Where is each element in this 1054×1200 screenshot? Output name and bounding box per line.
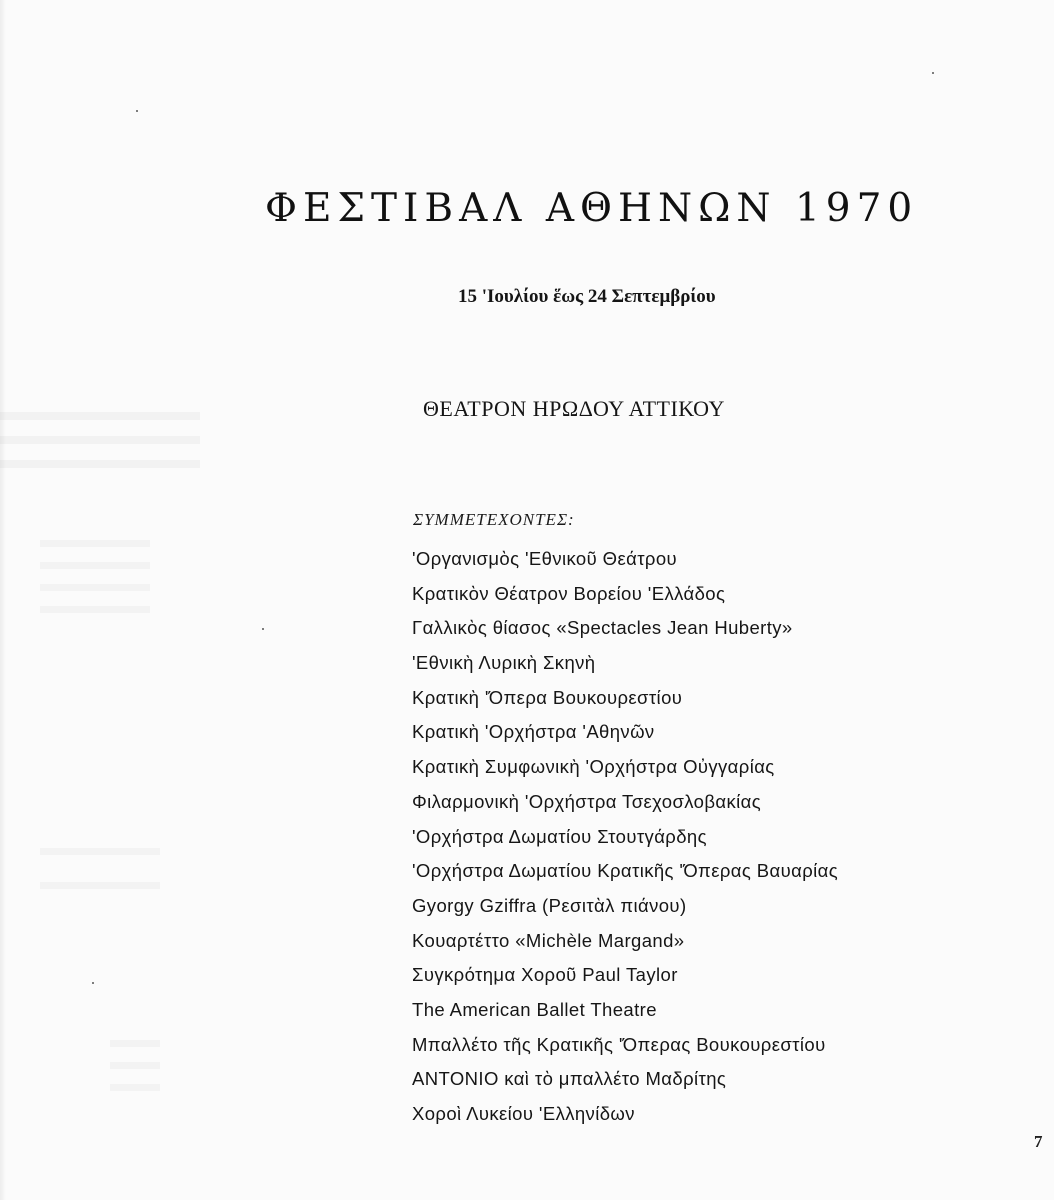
- participant-item: Κρατικὸν Θέατρον Βορείου 'Ελλάδος: [412, 582, 726, 604]
- participants-heading: ΣΥΜΜΕΤΕΧΟΝΤΕΣ:: [413, 510, 575, 529]
- paper-speck: [262, 628, 264, 630]
- participant-item: 'Εθνικὴ Λυρικὴ Σκηνὴ: [412, 652, 596, 674]
- participant-item: 'Οργανισμὸς 'Εθνικοῦ Θεάτρου: [412, 548, 678, 569]
- participant-item: Κρατικὴ Συμφωνικὴ 'Ορχήστρα Οὐγγαρίας: [412, 756, 775, 778]
- participant-item: Φιλαρμονικὴ 'Ορχήστρα Τσεχοσλοβακίας: [412, 790, 762, 812]
- page-number: 7: [1034, 1132, 1043, 1151]
- paper-speck: [136, 110, 138, 112]
- participant-item: Γαλλικὸς θίασος «Spectacles Jean Huberty»: [412, 617, 793, 639]
- participants-list: [412, 542, 838, 1132]
- bleed-through-lines: [40, 540, 150, 620]
- participant-item: Μπαλλέτο τῆς Κρατικῆς 'Όπερας Βουκουρεστίου: [412, 1033, 826, 1055]
- venue-heading: ΘΕΑΤΡΟΝ ΗΡΩΔΟΥ ΑΤΤΙΚΟΥ: [423, 396, 725, 421]
- page-title: ΦΕΣΤΙΒΑΛ ΑΘΗΝΩΝ 1970: [265, 186, 919, 231]
- paper-speck: [92, 982, 94, 984]
- paper-speck: [932, 72, 934, 74]
- participant-item: Κρατικὴ 'Όπερα Βουκουρεστίου: [412, 686, 683, 708]
- participant-item: Κρατικὴ 'Ορχήστρα 'Αθηνῶν: [412, 721, 655, 743]
- participant-item: Κουαρτέττο «Michèle Margand»: [412, 929, 685, 951]
- participant-item: Gyorgy Gziffra (Ρεσιτὰλ πιάνου): [412, 894, 687, 916]
- bleed-through-lines: [0, 412, 200, 482]
- bleed-through-lines: [40, 848, 160, 908]
- participant-item: 'Ορχήστρα Δωματίου Στουτγάρδης: [412, 825, 707, 847]
- bleed-through-lines: [110, 1040, 160, 1100]
- participant-item: ANTONIO καὶ τὸ μπαλλέτο Μαδρίτης: [412, 1068, 727, 1090]
- participant-item: 'Ορχήστρα Δωματίου Κρατικῆς 'Όπερας Βαυαρίας: [412, 860, 839, 882]
- participant-item: Συγκρότημα Χοροῦ Paul Taylor: [412, 964, 678, 986]
- participant-item: Χοροὶ Λυκείου 'Ελληνίδων: [412, 1103, 635, 1124]
- participant-item: The American Ballet Theatre: [412, 998, 657, 1020]
- festival-dates: 15 'Ιουλίου ἕως 24 Σεπτεμβρίου: [458, 286, 716, 307]
